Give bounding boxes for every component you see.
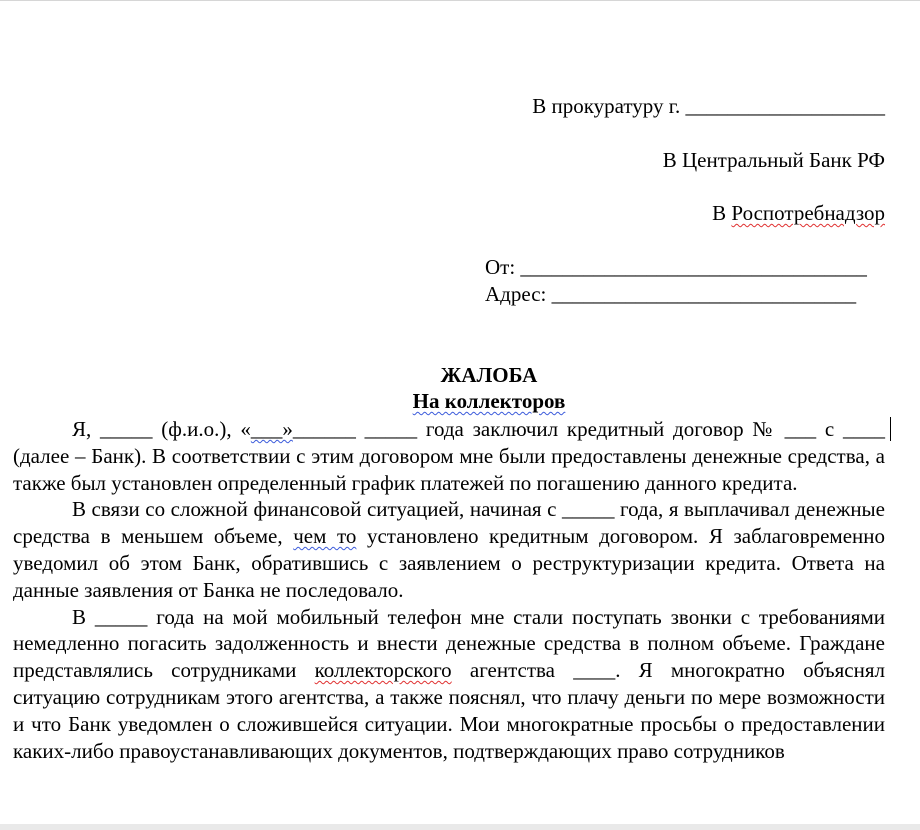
addressee-central-bank: В Центральный Банк РФ [662, 148, 885, 172]
from-field: От: _________________________________ [485, 255, 867, 279]
document-title: ЖАЛОБА [440, 363, 538, 387]
grammar-mark[interactable]: чем то [293, 524, 357, 549]
addressee-prosecutor: В прокуратуру г. ___________________ [532, 94, 885, 118]
address-field: Адрес: _____________________________ [485, 282, 857, 306]
spellcheck-word[interactable]: Роспотребнадзор [731, 201, 885, 225]
subtitle-text[interactable]: На коллекторов [412, 389, 566, 413]
grammar-mark[interactable]: ___» [250, 417, 293, 441]
page-edge [0, 824, 920, 830]
paragraph-1: Я, _____ (ф.и.о.), «___»______ _____ года заключил кредитный договор № ___ с ____ (далее – Банк). В соответствии с этим договором мне были предоставлены денежные средства, а также был установлен определенный график платежей по погашению данного кредита. [13, 417, 886, 495]
text-cursor [890, 417, 891, 441]
addressee-rospotrebnadzor [712, 200, 885, 227]
document-subtitle [0, 388, 920, 415]
complaint-body[interactable] [13, 416, 885, 764]
paragraph-2: В связи со сложной финансовой ситуацией, начиная с _____ года, я выплачивал денежные средства в меньшем объеме, чем то установлено кредитным договором. Я заблаговременно уведомил об этом Банк, обратившись с заявлением о реструктуризации кредита. Ответа на данные заявления от Банка не последовало. [13, 497, 885, 602]
addressee-prefix: В [712, 201, 732, 225]
spellcheck-word[interactable]: коллекторского [314, 658, 452, 683]
paragraph-3: В _____ года на мой мобильный телефон мне стали поступать звонки с требованиями немедленно погасить задолженность и внести денежные средства в полном объеме. Граждане представлялись сотрудниками коллекторского агентства ____. Я многократно объяснял ситуацию сотрудникам этого агентства, а также пояснял, что плачу деньги по мере возможности и что Банк уведомлен о сложившейся ситуации. Мои многократные просьбы о предоставлении каких-либо правоустанавливающих документов, подтверждающих право сотрудников [13, 604, 885, 763]
